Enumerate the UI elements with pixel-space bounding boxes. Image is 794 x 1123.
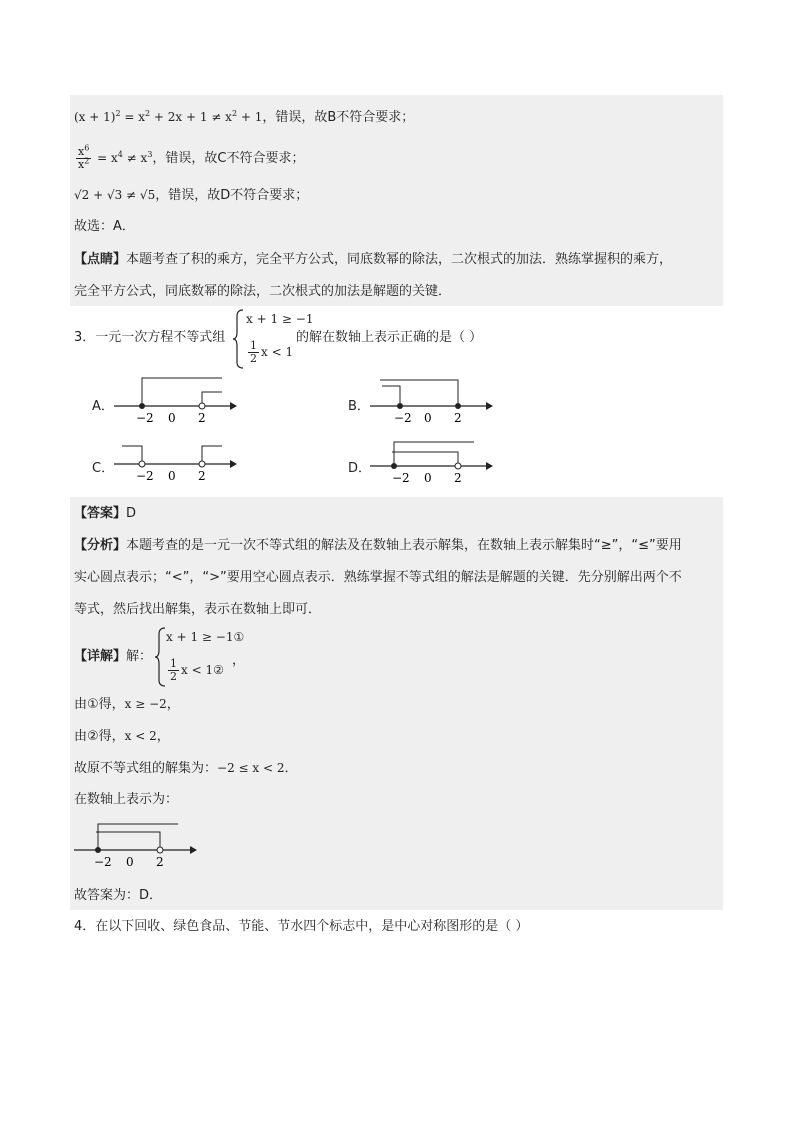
option-d-numberline[interactable] bbox=[366, 432, 496, 488]
option-c-numberline[interactable] bbox=[110, 432, 240, 488]
analysis-text-1: 本题考查的是一元一次不等式组的解法及在数轴上表示解集，在数轴上表示解集时“≥”，“≤”要用 bbox=[126, 538, 682, 553]
option-d-label: D． bbox=[348, 461, 372, 476]
step-1-prefix: 由①得， bbox=[74, 697, 125, 712]
tick-label-2: 2 bbox=[454, 411, 462, 425]
answer-label: 【答案】 bbox=[74, 506, 127, 521]
step-1-math: x ≥ −2 bbox=[124, 697, 167, 711]
tick-label-neg2: −2 bbox=[94, 855, 112, 869]
tick-label-neg2: −2 bbox=[136, 469, 154, 483]
step-2-prefix: 由②得， bbox=[74, 729, 125, 744]
check-c-text: ，错误，故C不符合要求； bbox=[152, 151, 305, 166]
option-b-numberline[interactable] bbox=[366, 370, 496, 426]
final-answer-line: 故答案为：D． bbox=[74, 888, 163, 903]
option-c-label: C． bbox=[92, 461, 115, 476]
solution-set-prefix: 故原不等式组的解集为： bbox=[74, 761, 218, 776]
check-b-math: $(x + 1)^2 = x^2 + 2x + 1 \ne x^2 + 1$ bbox=[74, 109, 263, 124]
detail-label: 【详解】 bbox=[74, 649, 127, 664]
remark-line-2: 完全平方公式，同底数幂的除法，二次根式的加法是解题的关键． bbox=[74, 284, 452, 299]
step-2-math: x < 2 bbox=[124, 729, 157, 743]
tick-label-0: 0 bbox=[424, 411, 432, 425]
question-3-prefix: 3．一元一次方程不等式组 bbox=[74, 330, 226, 345]
tick-label-0: 0 bbox=[424, 471, 432, 485]
choose-line: 故选：A． bbox=[74, 219, 135, 234]
tick-label-2: 2 bbox=[156, 855, 164, 869]
tick-label-0: 0 bbox=[126, 855, 134, 869]
tick-label-0: 0 bbox=[168, 411, 176, 425]
tick-label-neg2: −2 bbox=[394, 411, 412, 425]
tick-label-2: 2 bbox=[454, 471, 462, 485]
solution-set-math: −2 ≤ x < 2 bbox=[217, 761, 285, 775]
solution-numberline bbox=[70, 818, 200, 870]
step-1-suffix: ， bbox=[166, 697, 180, 712]
answer-line bbox=[74, 505, 136, 523]
detail-prefix: 解： bbox=[126, 649, 153, 664]
detail-system bbox=[154, 626, 244, 688]
detail-line bbox=[74, 648, 152, 666]
left-brace-icon bbox=[232, 308, 246, 370]
answer-value: D bbox=[126, 506, 137, 521]
step-2-line bbox=[74, 727, 170, 746]
question-3-row-2: $\frac{1}{2}$ x < 1 bbox=[250, 339, 294, 365]
tick-label-2: 2 bbox=[198, 411, 206, 425]
check-d-text: ，错误，故D不符合要求； bbox=[155, 188, 309, 203]
check-d-line bbox=[74, 186, 308, 205]
question-3-system bbox=[232, 308, 314, 370]
tick-label-neg2: −2 bbox=[392, 471, 410, 485]
detail-row-2: $\frac{1}{2}$ x < 1② bbox=[170, 657, 224, 683]
detail-row-1: x + 1 ≥ −1① bbox=[166, 630, 245, 644]
question-3-row-1: x + 1 ≥ −1 bbox=[246, 312, 314, 326]
analysis-line-3: 等式，然后找出解集，表示在数轴上即可． bbox=[74, 602, 322, 617]
solution-set-suffix: ． bbox=[284, 761, 298, 776]
remark-text-1: 本题考查了积的乘方，完全平方公式，同底数幂的除法，二次根式的加法．熟练掌握积的乘方， bbox=[126, 252, 673, 267]
tick-label-0: 0 bbox=[168, 469, 176, 483]
detail-suffix: ， bbox=[232, 653, 246, 668]
tick-label-2: 2 bbox=[198, 469, 206, 483]
question-3-stem bbox=[74, 329, 225, 347]
solution-set-line bbox=[74, 759, 298, 778]
analysis-line-2: 实心圆点表示；“<”，“>”要用空心圆点表示．熟练掌握不等式组的解法是解题的关键．先分别解出两个不 bbox=[74, 570, 682, 585]
check-c-math: $\frac{x^6}{x^2}$ = $x^4 \ne x^3$ bbox=[78, 143, 153, 171]
question-3-suffix: 的解在数轴上表示正确的是（ ） bbox=[296, 330, 483, 345]
numberline-intro: 在数轴上表示为： bbox=[74, 792, 179, 807]
option-b-label: B． bbox=[348, 399, 370, 414]
check-b-line bbox=[74, 108, 414, 127]
check-d-math: √2 + √3 ≠ √5 bbox=[74, 188, 156, 202]
step-1-line bbox=[74, 695, 180, 714]
analysis-line-1 bbox=[74, 537, 682, 555]
option-a-numberline[interactable] bbox=[110, 370, 240, 426]
option-a-label: A． bbox=[92, 399, 114, 414]
tick-label-neg2: −2 bbox=[136, 411, 154, 425]
check-b-text: ，错误，故B不符合要求； bbox=[262, 110, 415, 125]
analysis-label: 【分析】 bbox=[74, 538, 127, 553]
remark-line-1 bbox=[74, 251, 672, 269]
remark-label: 【点睛】 bbox=[74, 252, 127, 267]
question-4-stem: 4．在以下回收、绿色食品、节能、节水四个标志中，是中心对称图形的是（ ） bbox=[74, 919, 529, 934]
check-c-line bbox=[74, 143, 305, 171]
step-2-suffix: ， bbox=[156, 729, 170, 744]
